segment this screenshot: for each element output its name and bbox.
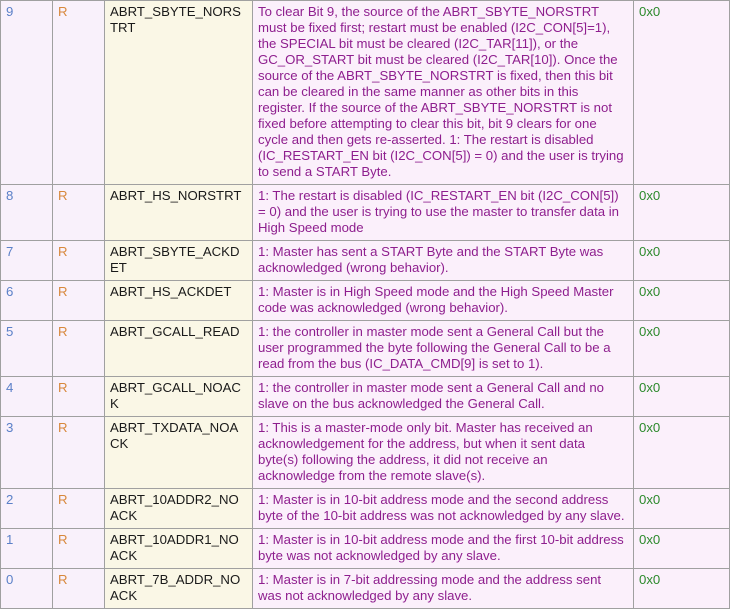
reset-value-cell: 0x0 — [634, 377, 730, 417]
field-name-cell: ABRT_TXDATA_NOACK — [105, 417, 253, 489]
reset-value-cell: 0x0 — [634, 529, 730, 569]
reset-value-cell: 0x0 — [634, 241, 730, 281]
description-cell: 1: Master is in 10-bit address mode and the second address byte of the 10-bit address was not acknowledged by any slave. — [253, 489, 634, 529]
field-name-cell: ABRT_10ADDR1_NOACK — [105, 529, 253, 569]
field-name-cell: ABRT_GCALL_READ — [105, 321, 253, 377]
description-cell: 1: Master is in High Speed mode and the High Speed Master code was acknowledged (wrong behavior). — [253, 281, 634, 321]
description-cell: 1: The restart is disabled (IC_RESTART_EN bit (I2C_CON[5]) = 0) and the user is trying to use the master to transfer data in High Speed mode — [253, 185, 634, 241]
reset-value-cell: 0x0 — [634, 321, 730, 377]
description-cell: 1: This is a master-mode only bit. Master has received an acknowledgement for the address, but when it sent data byte(s) following the address, it did not receive an acknowledge from the remote slave(s). — [253, 417, 634, 489]
access-cell: R — [53, 241, 105, 281]
bit-cell: 6 — [1, 281, 53, 321]
field-name-cell: ABRT_SBYTE_NORSTRT — [105, 1, 253, 185]
access-cell: R — [53, 417, 105, 489]
bit-cell: 7 — [1, 241, 53, 281]
bit-cell: 9 — [1, 1, 53, 185]
bit-cell: 2 — [1, 489, 53, 529]
description-cell: 1: the controller in master mode sent a General Call and no slave on the bus acknowledged the General Call. — [253, 377, 634, 417]
table-row — [1, 489, 730, 529]
description-cell: 1: Master is in 7-bit addressing mode and the address sent was not acknowledged by any slave. — [253, 569, 634, 609]
reset-value-cell: 0x0 — [634, 569, 730, 609]
access-cell: R — [53, 281, 105, 321]
access-cell: R — [53, 529, 105, 569]
description-cell: 1: Master is in 10-bit address mode and the first 10-bit address byte was not acknowledged by any slave. — [253, 529, 634, 569]
field-name-cell: ABRT_HS_NORSTRT — [105, 185, 253, 241]
reset-value-cell: 0x0 — [634, 281, 730, 321]
bit-cell: 1 — [1, 529, 53, 569]
bit-cell: 5 — [1, 321, 53, 377]
bit-cell: 4 — [1, 377, 53, 417]
field-name-cell: ABRT_10ADDR2_NOACK — [105, 489, 253, 529]
field-name-cell: ABRT_SBYTE_ACKDET — [105, 241, 253, 281]
reset-value-cell: 0x0 — [634, 489, 730, 529]
bit-cell: 3 — [1, 417, 53, 489]
table-row — [1, 529, 730, 569]
table-row — [1, 417, 730, 489]
reset-value-cell: 0x0 — [634, 417, 730, 489]
table-row — [1, 321, 730, 377]
access-cell: R — [53, 321, 105, 377]
description-cell: 1: the controller in master mode sent a General Call but the user programmed the byte following the General Call to be a read from the bus (IC_DATA_CMD[9] is set to 1). — [253, 321, 634, 377]
description-cell: To clear Bit 9, the source of the ABRT_SBYTE_NORSTRT must be fixed first; restart must be enabled (I2C_CON[5]=1), the SPECIAL bit must be cleared (I2C_TAR[11]), or the GC_OR_START bit must be cleared (I2C_TAR[10]). Once the source of the ABRT_SBYTE_NORSTRT is fixed, then this bit can be cleared in the same manner as other bits in this register. If the source of the ABRT_SBYTE_NORSTRT is not fixed before attempting to clear this bit, bit 9 clears for one cycle and then gets re-asserted. 1: The restart is disabled (IC_RESTART_EN bit (I2C_CON[5]) = 0) and the user is trying to send a START Byte. — [253, 1, 634, 185]
field-name-cell: ABRT_GCALL_NOACK — [105, 377, 253, 417]
table-row — [1, 569, 730, 609]
reset-value-cell: 0x0 — [634, 185, 730, 241]
table-row — [1, 1, 730, 185]
table-row — [1, 377, 730, 417]
field-name-cell: ABRT_7B_ADDR_NOACK — [105, 569, 253, 609]
bit-cell: 8 — [1, 185, 53, 241]
field-name-cell: ABRT_HS_ACKDET — [105, 281, 253, 321]
description-cell: 1: Master has sent a START Byte and the START Byte was acknowledged (wrong behavior). — [253, 241, 634, 281]
table-row — [1, 241, 730, 281]
access-cell: R — [53, 1, 105, 185]
access-cell: R — [53, 185, 105, 241]
bit-cell: 0 — [1, 569, 53, 609]
reset-value-cell: 0x0 — [634, 1, 730, 185]
access-cell: R — [53, 569, 105, 609]
table-row — [1, 185, 730, 241]
access-cell: R — [53, 377, 105, 417]
access-cell: R — [53, 489, 105, 529]
table-row — [1, 281, 730, 321]
